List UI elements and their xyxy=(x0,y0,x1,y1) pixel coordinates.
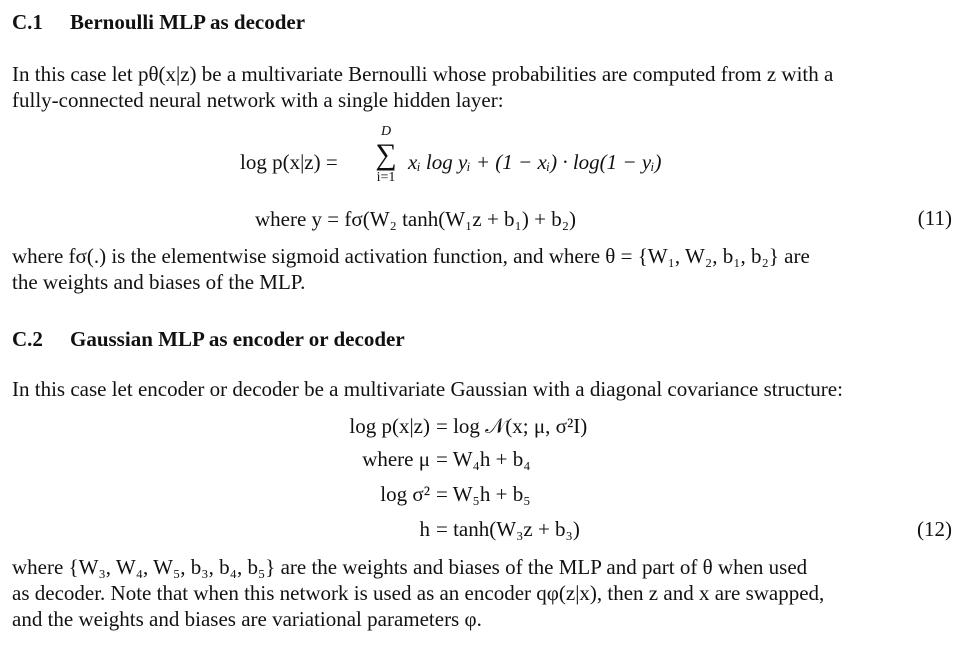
equation-number-12: (12) xyxy=(917,517,952,541)
equation-number-11: (11) xyxy=(917,206,952,230)
eq12-line2-lhs: where μ xyxy=(362,447,430,471)
summation-symbol xyxy=(370,124,402,186)
sigma-glyph: ∑ xyxy=(375,138,397,171)
section-c2-heading xyxy=(12,327,405,352)
eq11-rhs: xᵢ log yᵢ + (1 − xᵢ) · log(1 − yᵢ) xyxy=(408,150,662,174)
section-c1-heading xyxy=(12,10,305,35)
eq12-line1-lhs: log p(x|z) xyxy=(349,414,430,438)
c1-after-line-1: where fσ(.) is the elementwise sigmoid activation function, and where θ = {W₁, W₂, b₁, b₂} are xyxy=(12,244,810,268)
c2-after-line-1: where {W₃, W₄, W₅, b₃, b₄, b₅} are the weights and biases of the MLP and part of θ when used xyxy=(12,555,808,579)
section-number: C.1 xyxy=(12,10,43,34)
c2-intro: In this case let encoder or decoder be a multivariate Gaussian with a diagonal covariance structure: xyxy=(12,377,843,401)
c2-after-line-3: and the weights and biases are variational parameters φ. xyxy=(12,607,482,631)
eq12-line3-lhs: log σ² xyxy=(380,482,430,506)
section-number: C.2 xyxy=(12,327,43,351)
sum-upper-limit: D xyxy=(380,124,392,139)
c1-intro-line-2: fully-connected neural network with a single hidden layer: xyxy=(12,88,504,112)
eq12-line3-rhs: = W₅h + b₅ xyxy=(436,482,531,506)
section-title: Bernoulli MLP as decoder xyxy=(70,10,306,34)
eq12-line2-rhs: = W₄h + b₄ xyxy=(436,447,531,471)
eq11-where: where y = fσ(W₂ tanh(W₁z + b₁) + b₂) xyxy=(255,207,577,231)
c1-intro-line-1: In this case let pθ(x|z) be a multivariate Bernoulli whose probabilities are computed from z with a xyxy=(12,62,834,86)
section-title: Gaussian MLP as encoder or decoder xyxy=(70,327,405,351)
c2-after-line-2: as decoder. Note that when this network is used as an encoder qφ(z|x), then z and x are swapped, xyxy=(12,581,825,605)
eq12-line4-rhs: = tanh(W₃z + b₃) xyxy=(436,517,580,541)
c1-after-line-2: the weights and biases of the MLP. xyxy=(12,270,306,294)
eq12-line1-rhs: = log 𝒩(x; μ, σ²I) xyxy=(436,414,588,438)
eq11-lhs: log p(x|z) = xyxy=(240,150,338,174)
sum-lower-limit: i=1 xyxy=(376,170,396,185)
eq12-line4-lhs: h xyxy=(419,517,430,541)
